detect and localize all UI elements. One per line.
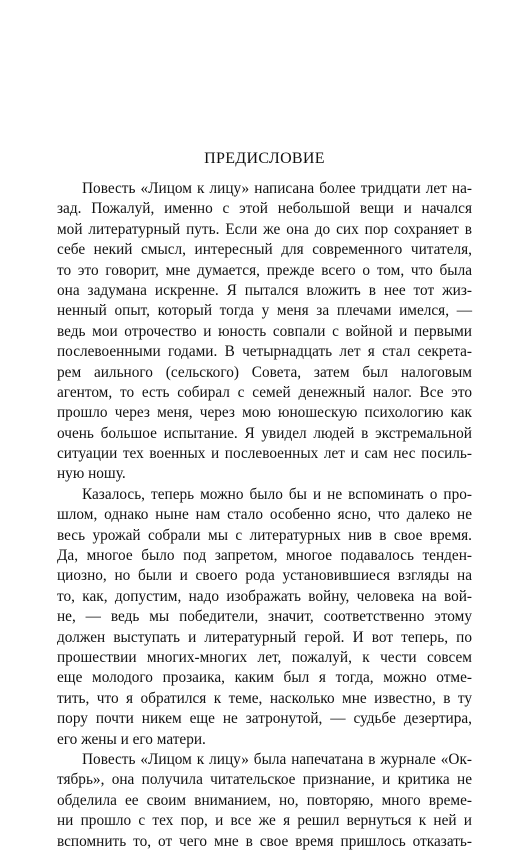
text-line: ведь мои отрочество и юность совпали с войной и первыми — [57, 322, 472, 340]
text-line: не, — ведь мы победители, значит, соответственно этому — [57, 608, 472, 626]
text-line: зад. Пожалуй, именно с этой небольшой вещи и начался — [57, 200, 472, 218]
text-line: еще молодого прозаика, каким был я тогда, можно отме- — [57, 669, 472, 687]
text-line: его жены и его матери. — [57, 730, 206, 748]
text-line: себе некий смысл, интересный для современного читателя, — [57, 241, 472, 259]
text-line: ную ношу. — [57, 465, 126, 483]
page-title: ПРЕДИСЛОВИЕ — [204, 150, 325, 167]
text-line: тить, что я обратился к теме, насколько мне известно, в ту — [57, 689, 472, 707]
text-line: вспомнить то, от чего мне в свое время пришлось отказать- — [57, 832, 472, 850]
text-line: агентом, то есть собирал с семей денежный налог. Все это — [57, 383, 472, 401]
body-text — [57, 179, 472, 852]
text-line: то это говорит, мне думается, прежде всего о том, что была — [57, 261, 472, 279]
text-line: обделила ее своим вниманием, но, повторяю, много време- — [57, 791, 472, 809]
text-line: Казалось, теперь можно было бы и не вспоминать о про- — [82, 485, 472, 503]
text-line: Повесть «Лицом к лицу» была напечатана в журнале «Ок- — [82, 750, 472, 768]
text-line: тябрь», она получила читательское признание, и критика не — [57, 771, 472, 789]
text-line: должен выступать и литературный герой. И вот теперь, по — [57, 628, 472, 646]
text-line: очень большое испытание. Я увидел людей в экстремальной — [57, 424, 472, 442]
text-line: прошло через меня, через мою юношескую психологию как — [57, 404, 472, 422]
text-line: ни прошло с тех пор, и все же я решил вернуться к ней и — [57, 812, 472, 830]
text-line: то, как, допустим, надо изображать войну, человека на вой- — [57, 587, 472, 605]
text-line: весь урожай собрали мы с литературных нив в свое время. — [57, 526, 472, 544]
text-line: пору почти никем еще не затронутой, — судьбе дезертира, — [57, 710, 472, 728]
text-line: она задумана искренне. Я пытался вложить в нее тот жиз- — [57, 281, 472, 299]
text-line: циозно, но были и своего рода установившиеся взгляды на — [57, 567, 472, 585]
text-line: мой литературный путь. Если же она до сих пор сохраняет в — [57, 220, 472, 238]
text-line: рем аильного (сельского) Совета, затем был налоговым — [57, 363, 472, 381]
document-page — [57, 0, 472, 850]
text-line: прошествии многих-многих лет, пожалуй, к чести совсем — [57, 648, 472, 666]
text-line: шлом, однако ныне нам стало особенно ясно, что далеко не — [57, 506, 472, 524]
text-line: ситуации тех военных и послевоенных лет и сам нес посиль- — [57, 445, 472, 463]
text-line: Да, многое было под запретом, многое подавалось тенден- — [57, 547, 472, 565]
text-line: Повесть «Лицом к лицу» написана более тридцати лет на- — [82, 180, 472, 197]
text-line: послевоенными годами. В четырнадцать лет я стал секрета- — [57, 343, 472, 361]
text-line: ненный опыт, который тогда у меня за плечами имелся, — — [57, 302, 472, 320]
